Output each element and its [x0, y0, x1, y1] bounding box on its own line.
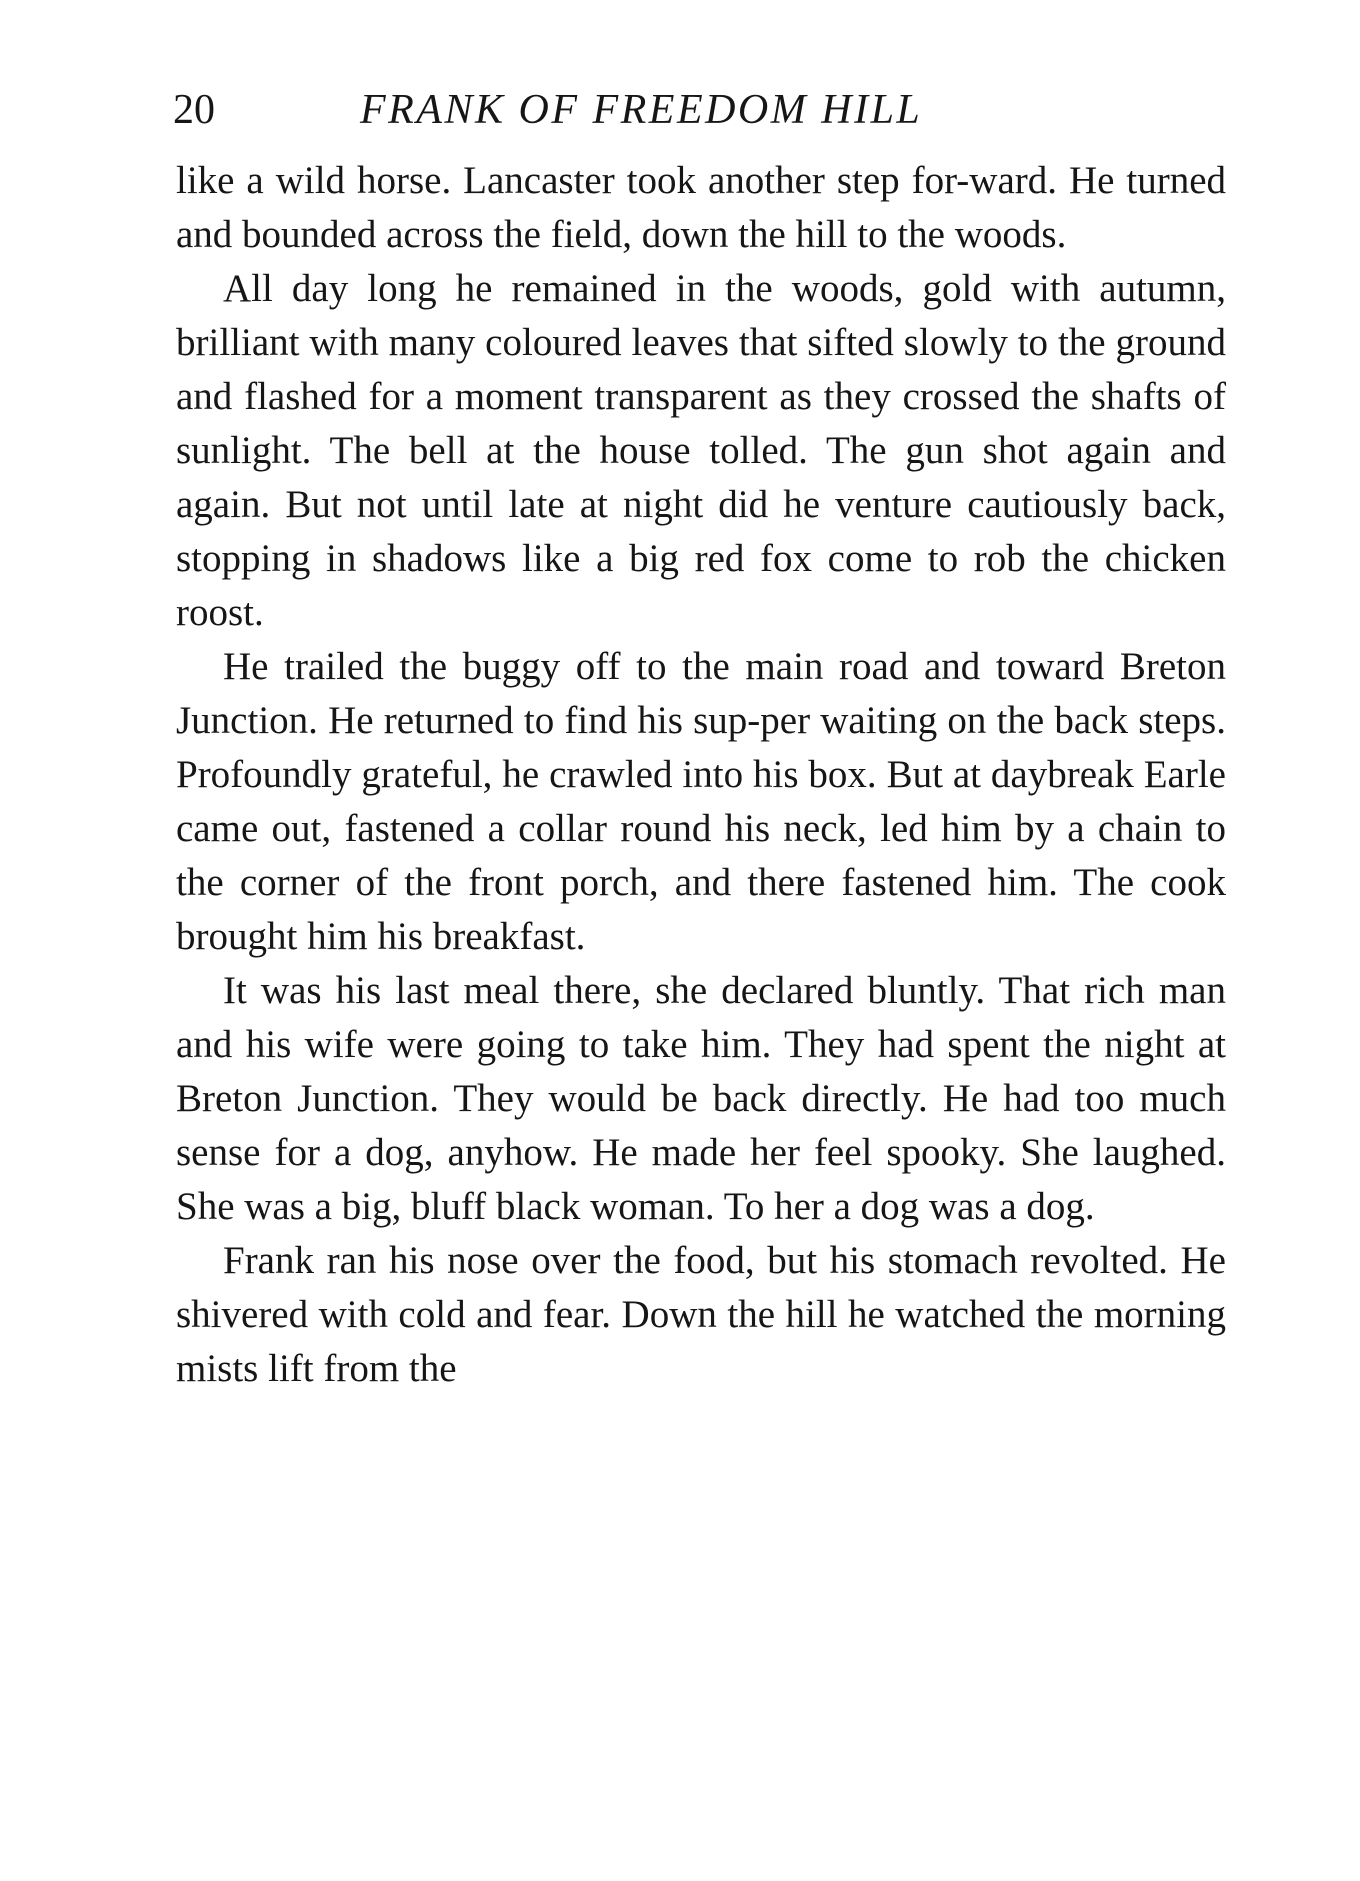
paragraph: Frank ran his nose over the food, but his stomach revolted. He shivered with cold and fear. Down the hill he watched the morning mists lift from the [176, 1239, 1226, 1390]
paragraph-continued: like a wild horse. Lancaster took another step for-ward. He turned and bounded across the field, down the hill to the woods. [176, 159, 1226, 256]
page-number: 20 [173, 87, 215, 133]
paragraph: All day long he remained in the woods, gold with autumn, brilliant with many coloured leaves that sifted slowly to the ground and flashed for a moment transparent as they crossed the shafts of sunlight. The bell at the house tolled. The gun shot again and again. But not until late at night did he venture cautiously back, stopping in shadows like a big red fox come to rob the chicken roost. [176, 267, 1226, 634]
paragraph: It was his last meal there, she declared bluntly. That rich man and his wife were going to take him. They had spent the night at Breton Junction. They would be back directly. He had too much sense for a dog, anyhow. He made her feel spooky. She laughed. She was a big, bluff black woman. To her a dog was a dog. [176, 969, 1226, 1228]
running-head [173, 80, 1233, 140]
body-text [176, 154, 1226, 1396]
paragraph: He trailed the buggy off to the main road and toward Breton Junction. He returned to find his sup-per waiting on the back steps. Profoundly grateful, he crawled into his box. But at daybreak Earle came out, fastened a collar round his neck, led him by a chain to the corner of the front porch, and there fastened him. The cook brought him his breakfast. [176, 645, 1226, 958]
running-title: FRANK OF FREEDOM HILL [360, 87, 923, 133]
